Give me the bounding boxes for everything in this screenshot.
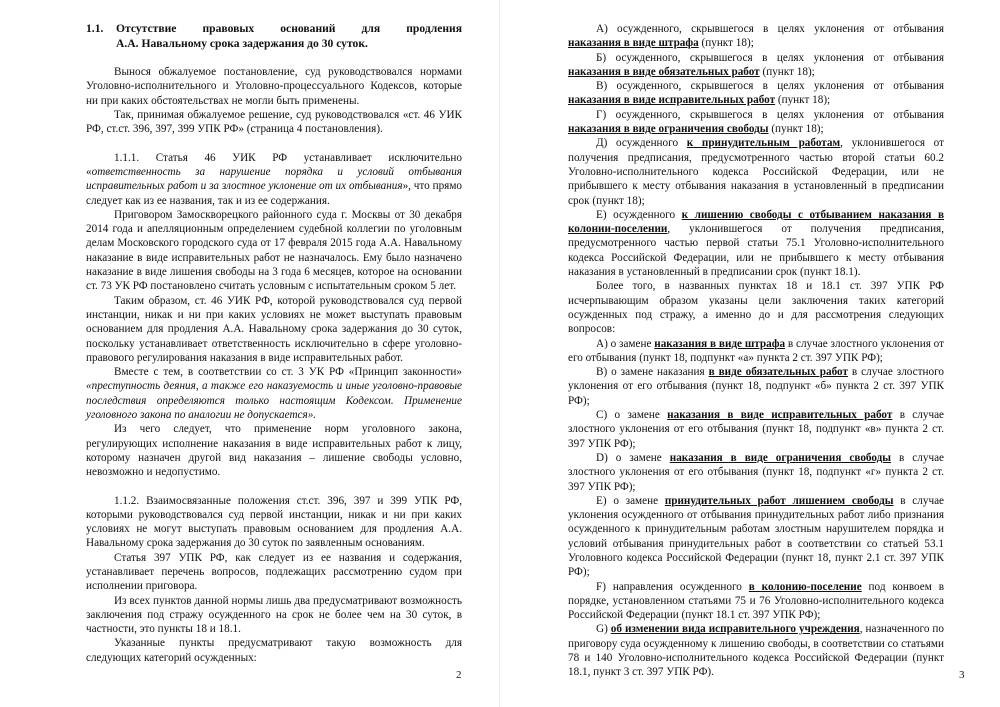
heading-line-1: Отсутствие правовых оснований для продления bbox=[116, 22, 462, 35]
emphasis-underlined: наказания в виде обязательных работ bbox=[568, 65, 760, 78]
text-run: С) о замене bbox=[596, 409, 668, 422]
categories-list bbox=[568, 22, 944, 279]
list-item bbox=[568, 494, 944, 580]
heading-line-2: А.А. Навальному срока задержания до 30 суток. bbox=[116, 36, 368, 50]
text-run: под конвоем в порядке, установленном статьями 75 и 76 Уголовно-исполнительного кодекса Российской Федерации (пункт 18.1 ст. 397 УПК РФ); bbox=[568, 580, 944, 622]
page-number: 2 bbox=[456, 669, 462, 681]
text-run: Вместе с тем, в соответствии со ст. 3 УК РФ «Принцип законности» bbox=[114, 366, 462, 379]
list-item bbox=[568, 136, 944, 207]
quote-italic: «преступность деяния, а также его наказуемость и иные уголовно-правовые последствия определяются только настоящим Кодексом. Применение уголовного закона по аналогии не допускается». bbox=[86, 380, 462, 422]
emphasis-underlined: в виде обязательных работ bbox=[708, 366, 848, 379]
questions-list bbox=[568, 337, 944, 680]
list-item bbox=[568, 622, 944, 679]
paragraph: Таким образом, ст. 46 УИК РФ, которой руководствовался суд первой инстанции, никак и ни при каких условиях не может выступать правовым основанием для продления А.А. Навальному срока задержания до 30 суток, поскольку устанавливает ответственность исключительно в сфере уголовно-правового регулирования наказания в виде исправительных работ. bbox=[86, 294, 462, 364]
text-run: Е) осужденного bbox=[596, 208, 682, 221]
text-run: Г) осужденного, скрывшегося в целях уклонения от отбывания bbox=[596, 108, 944, 121]
text-run: D) о замене bbox=[596, 451, 670, 464]
emphasis-underlined: наказания в виде штрафа bbox=[654, 337, 786, 350]
text-run: (пункт 18); bbox=[698, 37, 754, 50]
page-3 bbox=[500, 0, 1000, 707]
list-item bbox=[568, 51, 944, 80]
text-run: в случае злостного уклонения от его отбывания (пункт 18, подпункт «а» пункта 2 ст. 397 УПК РФ); bbox=[568, 337, 945, 364]
text-run: Е) о замене bbox=[596, 494, 665, 507]
list-item bbox=[568, 580, 944, 623]
text-run: в случае злостного уклонения от его отбывания (пункт 18, подпункт «г» пункта 2 ст. 397 УПК РФ); bbox=[568, 451, 945, 493]
text-run: G) bbox=[596, 623, 611, 636]
emphasis-underlined: наказания в виде исправительных работ bbox=[568, 94, 776, 107]
paragraph: Так, принимая обжалуемое решение, суд руководствовался «ст. 46 УИК РФ, ст.ст. 396, 397, 399 УПК РФ» (страница 4 постановления). bbox=[86, 109, 462, 136]
emphasis-underlined: принудительных работ лишением свободы bbox=[664, 494, 894, 507]
page-2-text bbox=[86, 22, 462, 665]
list-item bbox=[568, 208, 944, 279]
paragraph-1-1-1 bbox=[86, 151, 462, 208]
text-run: , уклонившегося от получения предписания, предусмотренного частью второй статьи 60.2 Уголовно-исполнительного кодекса Российской Федерации, или не прибывшего к месту отбывания наказания в установленный в предписании срок (пункт 18); bbox=[568, 137, 945, 207]
text-run: F) направления осужденного bbox=[596, 580, 749, 593]
list-item bbox=[568, 365, 944, 408]
list-item bbox=[568, 108, 944, 137]
text-run: А) осужденного, скрывшегося в целях уклонения от отбывания bbox=[596, 23, 944, 35]
text-run: (пункт 18); bbox=[768, 123, 824, 136]
paragraph: Указанные пункты предусматривают такую возможность для следующих категорий осужденных: bbox=[86, 637, 462, 664]
text-run: Б) осужденного, скрывшегося в целях уклонения от отбывания bbox=[596, 51, 944, 64]
paragraph: Приговором Замоскворецкого районного суда г. Москвы от 30 декабря 2014 года и апелляционным определением судебной коллегии по уголовным делам Московского городского суда от 17 февраля 2015 года А.А. Навальному наказание в виде исправительных работ не назначалось. Ему было назначено наказание в виде лишения свободы на 3 года 6 месяцев, которое на основании ст. 73 УК РФ постановлено считать условным с испытательным сроком 5 лет. bbox=[86, 208, 462, 293]
text-run: в случае злостного уклонения от его отбывания (пункт 18, подпункт «б» пункта 2 ст. 397 УПК РФ); bbox=[568, 366, 944, 407]
emphasis-underlined: в колонию-поселение bbox=[748, 580, 862, 593]
paragraph: Вынося обжалуемое постановление, суд руководствовался нормами Уголовно-исполнительного и Уголовно-процессуального Кодексов, которые ни при каких обстоятельствах не могли быть применены. bbox=[86, 66, 462, 107]
paragraph: Статья 397 УПК РФ, как следует из ее названия и содержания, устанавливает перечень вопросов, подлежащих рассмотрению судом при исполнении приговора. bbox=[86, 551, 462, 593]
list-item bbox=[568, 79, 944, 108]
paragraph-legality bbox=[86, 365, 462, 422]
emphasis-underlined: об изменении вида исправительного учреждения bbox=[610, 623, 860, 636]
text-run: в случае уклонения осужденного от отбывания принудительных работ либо признания осужденного к принудительным работам злостным нарушителем порядка и условий отбывания принудительных работ в соответствии со статьей 53.1 Уголовного кодекса Российской Федерации (пункт 18, пункт 2.1 ст. 397 УПК РФ); bbox=[568, 494, 945, 579]
emphasis-underlined: наказания в виде ограничения свободы bbox=[568, 123, 769, 136]
text-run: , уклонившегося от получения предписания, предусмотренного частью первой статьи 75.1 Уголовно-исполнительного кодекса Российской Федерации, или не прибывшего к месту отбывания наказания в установленный в предписании срок (пункт 18.1). bbox=[568, 223, 944, 279]
list-item bbox=[568, 408, 944, 451]
emphasis-underlined: наказания в виде исправительных работ bbox=[667, 409, 893, 422]
section-number: 1.1. bbox=[86, 22, 104, 35]
emphasis-underlined: наказания в виде ограничения свободы bbox=[669, 451, 892, 464]
section-heading bbox=[86, 22, 462, 51]
emphasis-underlined: к лишению свободы с отбыванием наказания в колонии-поселении bbox=[568, 208, 944, 236]
list-item bbox=[568, 451, 944, 494]
emphasis-underlined: к принудительным работам bbox=[686, 137, 841, 150]
text-run: (пункт 18); bbox=[759, 65, 815, 78]
text-run: », что прямо следует как из ее названия, так и из ее содержания. bbox=[86, 180, 462, 207]
list-item bbox=[568, 22, 944, 51]
page-number: 3 bbox=[959, 669, 965, 681]
text-run: А) о замене bbox=[596, 337, 655, 350]
text-run: В) о замене наказания bbox=[596, 366, 709, 379]
text-run: (пункт 18); bbox=[775, 94, 831, 107]
page-3-text bbox=[568, 22, 944, 680]
text-run: 1.1.1. Статья 46 УИК РФ устанавливает исключительно « bbox=[86, 151, 462, 178]
quote-italic: ответственность за нарушение порядка и условий отбывания исправительных работ и за злостное уклонение от их отбывания bbox=[86, 165, 462, 193]
text-run: в случае злостного уклонения от его отбывания (пункт 18, подпункт «в» пункта 2 ст. 397 УПК РФ); bbox=[568, 409, 944, 450]
paragraph-1-1-2: 1.1.2. Взаимосвязанные положения ст.ст. 396, 397 и 399 УПК РФ, которыми руководствовался суд первой инстанции, никак и ни при каких условиях не могут выступать правовым основанием для продления А.А. Навальному срока задержания до 30 суток по заявленным основаниям. bbox=[86, 494, 462, 550]
text-run: Д) осужденного bbox=[596, 137, 687, 150]
paragraph: Более того, в названных пунктах 18 и 18.1 ст. 397 УПК РФ исчерпывающим образом указаны цели заключения таких категорий осужденных под стражу, а именно до и для рассмотрения следующих вопросов: bbox=[568, 280, 944, 336]
paragraph: Из чего следует, что применение норм уголовного закона, регулирующих исполнение наказания в виде исправительных работ к лицу, которому назначен другой вид наказания – лишение свободы условно, невозможно и недопустимо. bbox=[86, 423, 462, 479]
paragraph: Из всех пунктов данной нормы лишь два предусматривают возможность заключения под стражу осужденного на срок не более чем на 30 суток, в частности, это пункты 18 и 18.1. bbox=[86, 594, 462, 636]
text-run: , назначенного по приговору суда осужденному к лишению свободы, в соответствии со статьями 78 и 140 Уголовно-исполнительного кодекса Российской Федерации (пункт 18.1, пункт 3 ст. 397 УПК РФ). bbox=[568, 623, 944, 679]
list-item bbox=[568, 337, 944, 366]
emphasis-underlined: наказания в виде штрафа bbox=[568, 37, 699, 50]
text-run: В) осужденного, скрывшегося в целях уклонения от отбывания bbox=[596, 80, 944, 93]
